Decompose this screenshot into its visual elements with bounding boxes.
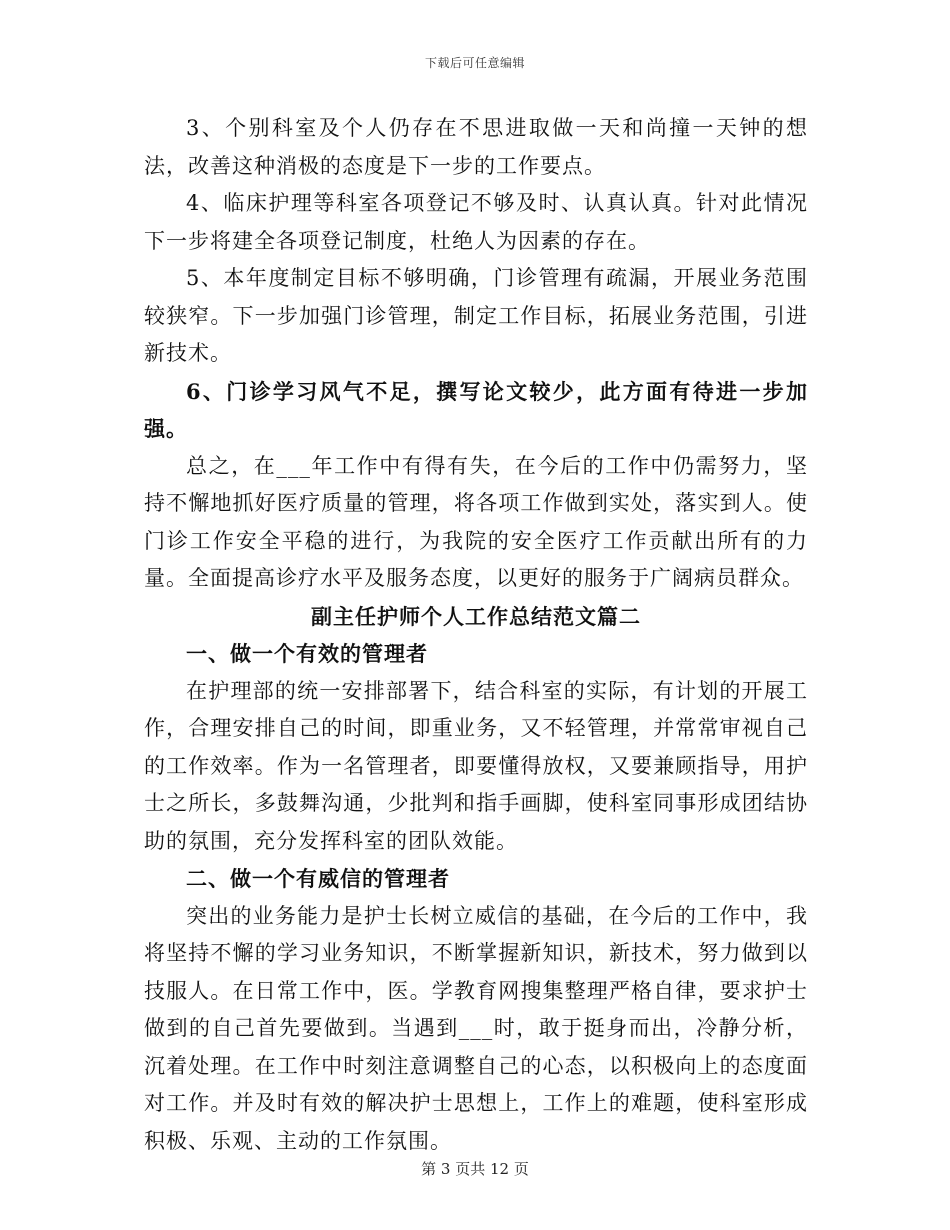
- paragraph-item-4: 4、临床护理等科室各项登记不够及时、认真认真。针对此情况下一步将建全各项登记制度，杜绝人为因素的存在。: [144, 191, 808, 253]
- heading-authoritative-manager: 二、做一个有威信的管理者: [186, 866, 450, 891]
- paragraph-item-5: 5、本年度制定目标不够明确，门诊管理有疏漏，开展业务范围较狭窄。下一步加强门诊管理，制定工作目标，拓展业务范围，引进新技术。: [144, 266, 808, 365]
- page-header: 下载后可任意编辑: [424, 56, 525, 70]
- summary-paragraph: 总之，在___年工作中有得有失，在今后的工作中仍需努力，坚持不懈地抓好医疗质量的管理，将各项工作做到实处，落实到人。使门诊工作安全平稳的进行，为我院的安全医疗工作贡献出所有的力量。全面提高诊疗水平及服务态度，以更好的服务于广阔病员群众。: [144, 453, 808, 590]
- section-title: 副主任护师个人工作总结范文篇二: [311, 603, 641, 629]
- paragraph-effective-manager: 在护理部的统一安排部署下，结合科室的实际，有计划的开展工作，合理安排自己的时间，即重业务，又不轻管理，并常常审视自己的工作效率。作为一名管理者，即要懂得放权，又要兼顾指导，用护士之所长，多鼓舞沟通，少批判和指手画脚，使科室同事形成团结协助的氛围，充分发挥科室的团队效能。: [144, 678, 808, 853]
- paragraph-authoritative-manager: 突出的业务能力是护士长树立威信的基础，在今后的工作中，我将坚持不懈的学习业务知识，不断掌握新知识，新技术，努力做到以技服人。在日常工作中，医。学教育网搜集整理严格自律，要求护士做到的自己首先要做到。当遇到___时，敢于挺身而出，冷静分析，沉着处理。在工作中时刻注意调整自己的心态，以积极向上的态度面对工作。并及时有效的解决护士思想上，工作上的难题，使科室形成积极、乐观、主动的工作氛围。: [144, 903, 808, 1153]
- paragraph-item-6: 6、门诊学习风气不足，撰写论文较少，此方面有待进一步加强。: [144, 378, 808, 441]
- heading-effective-manager: 一、做一个有效的管理者: [186, 641, 428, 666]
- document-body: [144, 110, 808, 1160]
- page-footer: 第 3 页共 12 页: [421, 1160, 529, 1178]
- paragraph-item-3: 3、个别科室及个人仍存在不思进取做一天和尚撞一天钟的想法，改善这种消极的态度是下一步的工作要点。: [144, 116, 808, 178]
